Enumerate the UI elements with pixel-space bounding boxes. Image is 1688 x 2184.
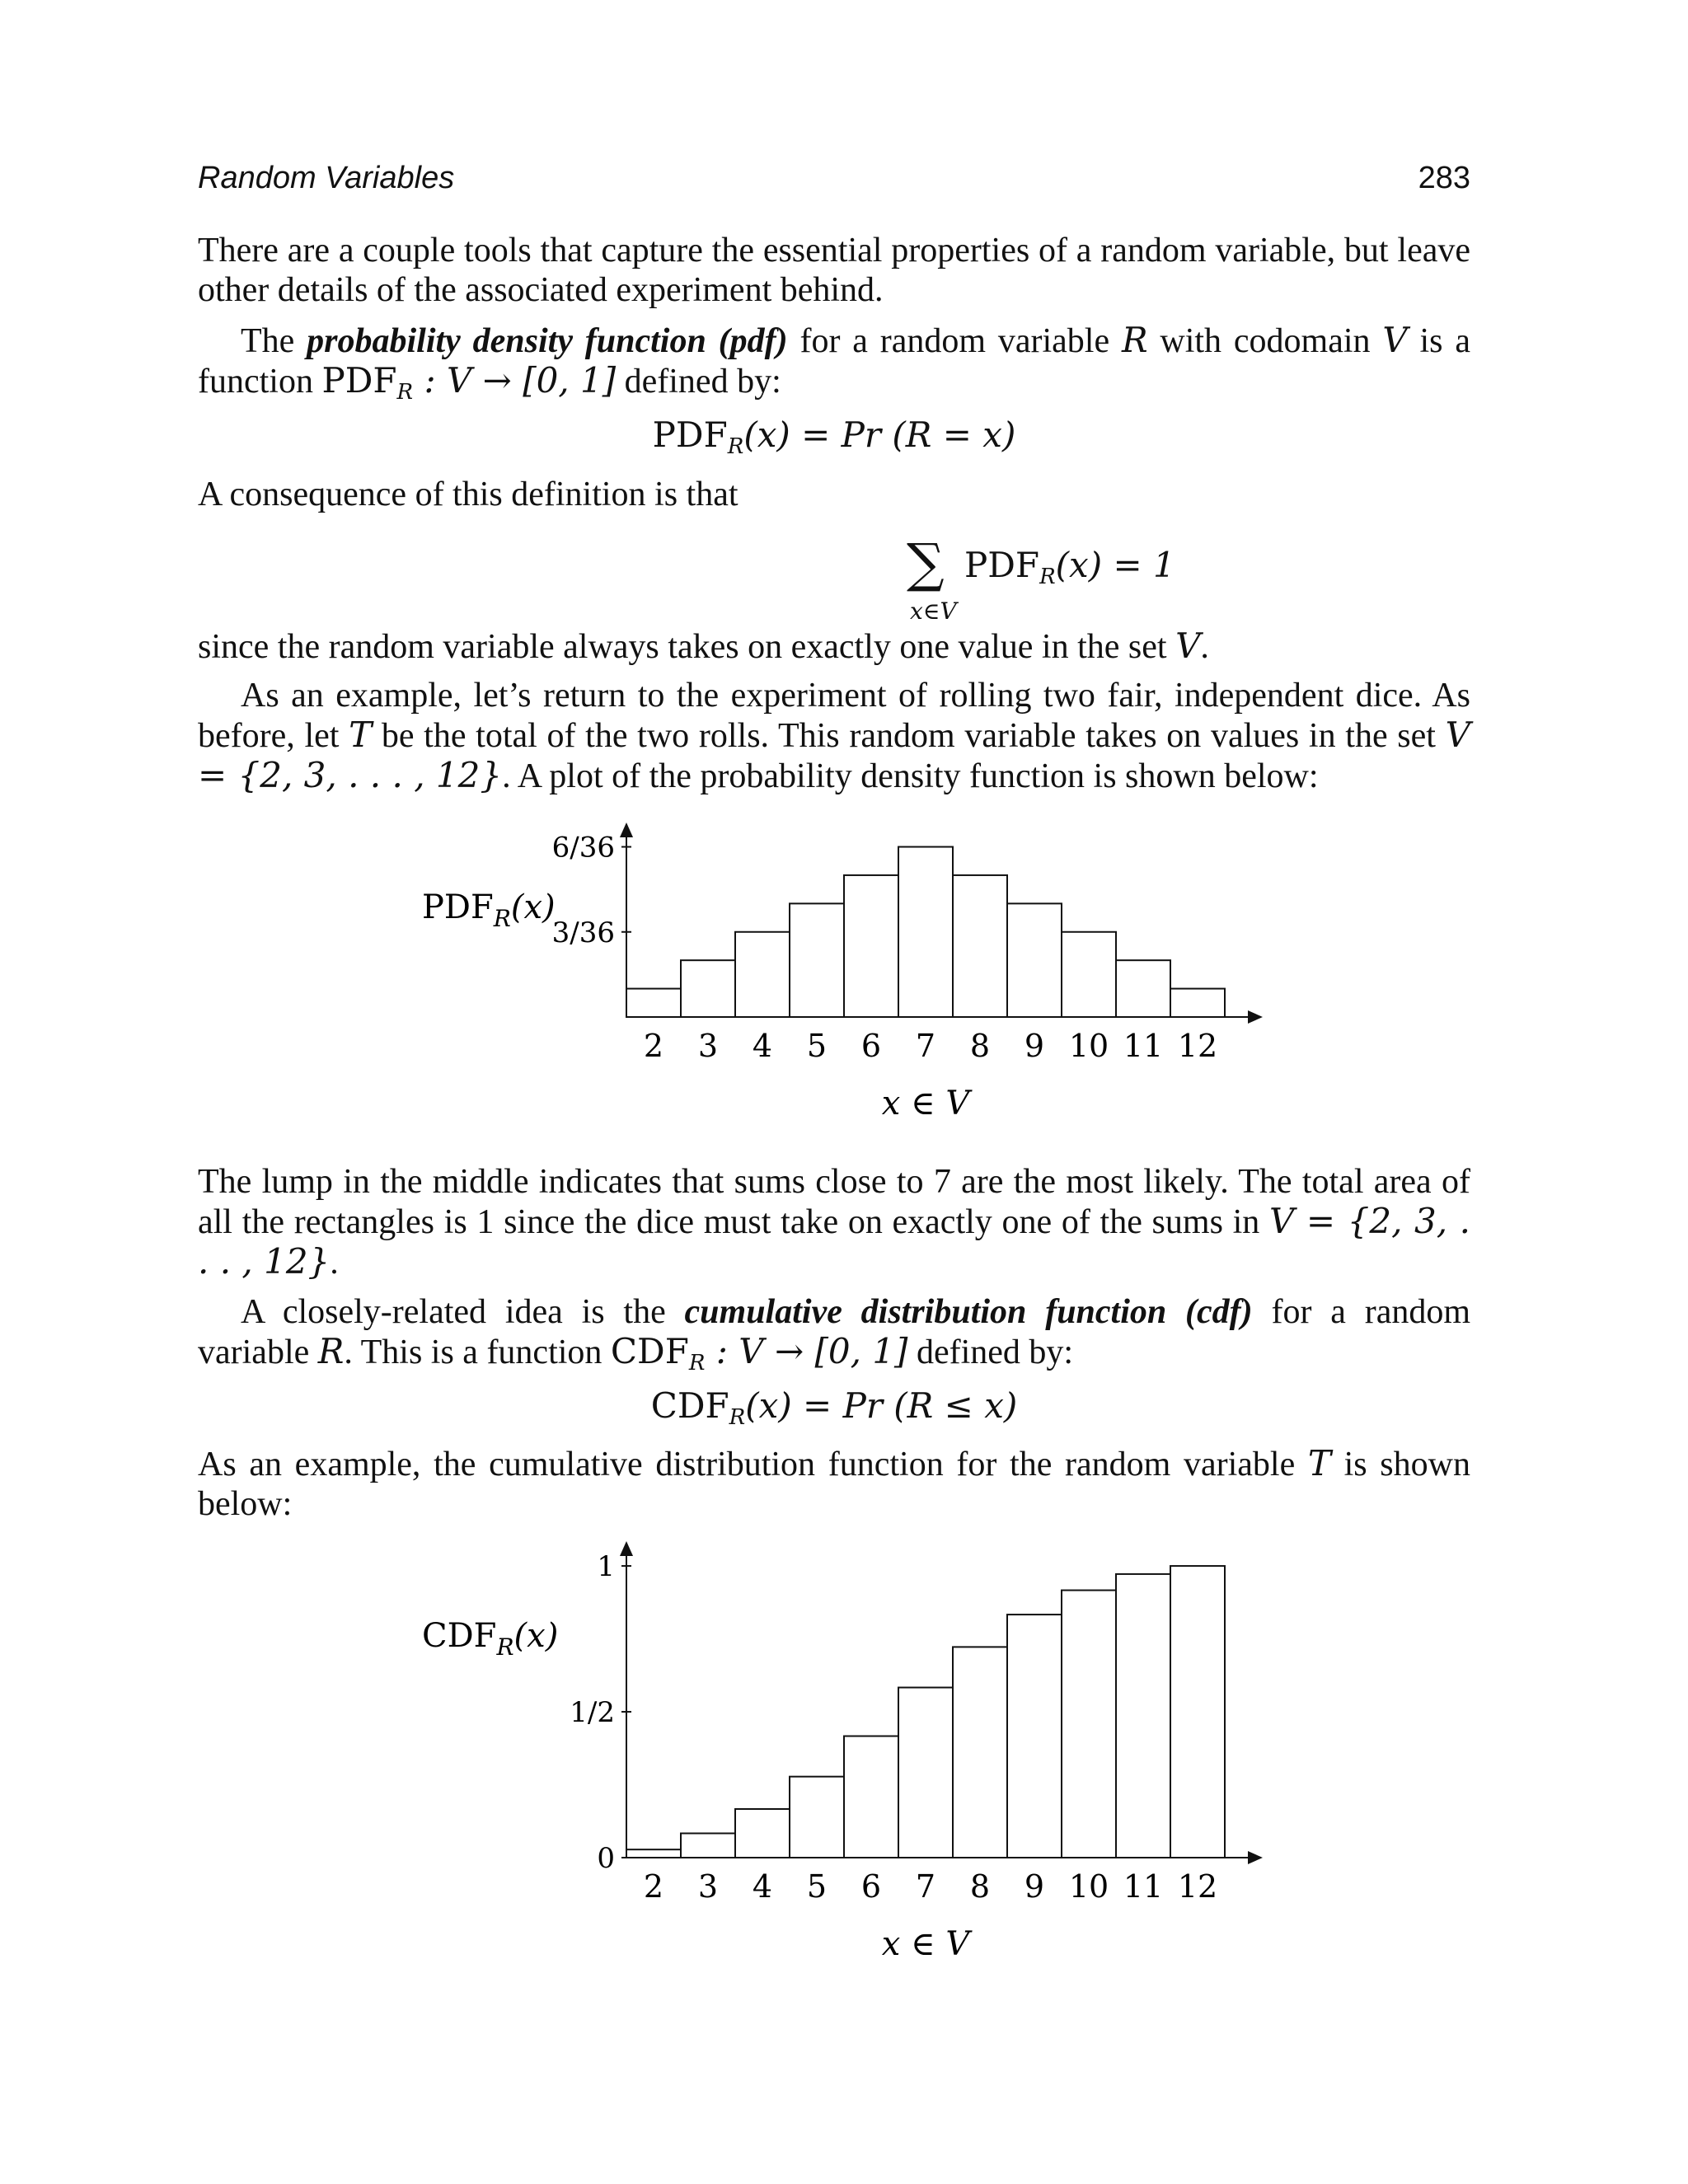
- x-tick-label: 4: [752, 1868, 773, 1905]
- x-tick-label: 6: [860, 1028, 882, 1064]
- x-tick-label: 9: [1024, 1028, 1045, 1064]
- x-tick-label: 8: [969, 1028, 991, 1064]
- equation-sum: ∑ $PDF_R(x) = 1$ x∈V: [907, 533, 1175, 625]
- x-tick-label: 2: [643, 1028, 664, 1064]
- y-tick-label: 3/36: [551, 916, 615, 949]
- x-tick-label: 6: [860, 1868, 882, 1905]
- y-axis-label: $PDF_R(x)$: [422, 888, 556, 932]
- x-tick-label: 2: [643, 1868, 664, 1905]
- x-tick-label: 10: [1068, 1868, 1109, 1905]
- term-pdf: probability density function (pdf): [307, 322, 788, 360]
- x-tick-label: 9: [1024, 1868, 1045, 1905]
- bar-4: [735, 1809, 790, 1858]
- equation-pdf: $PDF_R(x) = Pr$ (R = x): [652, 415, 1016, 459]
- bar-3: [681, 1834, 735, 1858]
- bar-8: [953, 1647, 1007, 1858]
- x-axis-label: x ∈ V: [881, 1925, 970, 1963]
- x-tick-label: 10: [1068, 1028, 1109, 1064]
- x-tick-label: 4: [752, 1028, 773, 1064]
- paragraph-cdf-definition: A closely-related idea is the cumulative distribution function (cdf) for a random variable R. This is a function $CDF_R$ : V → [0, 1] defined by:: [198, 1293, 1470, 1376]
- y-tick-label: 6/36: [551, 831, 615, 865]
- paragraph-consequence: A consequence of this definition is that: [198, 476, 738, 513]
- x-tick-label: 12: [1177, 1868, 1218, 1905]
- x-tick-label: 12: [1177, 1028, 1218, 1064]
- bar-9: [1007, 1615, 1062, 1858]
- x-tick-label: 7: [915, 1868, 936, 1905]
- equation-cdf: $CDF_R(x) = Pr$ (R ≤ x): [650, 1385, 1018, 1430]
- x-tick-label: 11: [1123, 1868, 1164, 1905]
- x-tick-label: 8: [969, 1868, 991, 1905]
- page-number: 283: [1418, 161, 1470, 195]
- x-tick-label: 7: [915, 1028, 936, 1064]
- paragraph-dice-example: As an example, let’s return to the experiment of rolling two fair, independent dice. As before, let T be the total of the two rolls. This random variable takes on values in the set V = {2, 3, . . . , 12}. A plot of the probability density function is shown below:: [198, 677, 1470, 795]
- y-tick-label: 1: [597, 1550, 615, 1584]
- y-axis-label: $CDF_R(x)$: [422, 1617, 559, 1661]
- bar-2: [626, 1849, 681, 1858]
- paragraph-pdf-definition: The probability density function (pdf) for a random variable R with codomain V is a function $PDF_R$ : V → [0, 1] defined by:: [198, 320, 1471, 405]
- sigma-symbol: ∑: [907, 533, 945, 594]
- y-tick-label: 0: [597, 1842, 615, 1875]
- x-tick-label: 5: [806, 1868, 828, 1905]
- x-tick-label: 3: [697, 1868, 719, 1905]
- bar-10: [1062, 1591, 1116, 1858]
- paragraph-since: since the random variable always takes on exactly one value in the set V.: [198, 626, 1209, 666]
- term-cdf: cumulative distribution function (cdf): [684, 1293, 1253, 1331]
- y-tick-label: 1/2: [570, 1696, 615, 1730]
- bar-12: [1170, 1566, 1225, 1858]
- x-tick-label: 5: [806, 1028, 828, 1064]
- x-tick-label: 11: [1123, 1028, 1164, 1064]
- paragraph-cdf-example: As an example, the cumulative distribution function for the random variable T is shown below:: [198, 1443, 1470, 1523]
- bar-5: [790, 1777, 844, 1858]
- paragraph-intro: There are a couple tools that capture the essential properties of a random variable, but leave other details of the associated experiment behind.: [198, 232, 1470, 309]
- x-tick-label: 3: [697, 1028, 719, 1064]
- paragraph-lump: The lump in the middle indicates that sums close to 7 are the most likely. The total area of all the rectangles is 1 since the dice must take on exactly one of the sums in V = {2, 3, . . . , 12}.: [198, 1163, 1470, 1282]
- bar-7: [898, 1688, 953, 1858]
- x-axis-label: x ∈ V: [881, 1085, 970, 1122]
- bar-6: [844, 1736, 898, 1858]
- running-header-title: Random Variables: [198, 161, 455, 195]
- bar-11: [1116, 1574, 1170, 1858]
